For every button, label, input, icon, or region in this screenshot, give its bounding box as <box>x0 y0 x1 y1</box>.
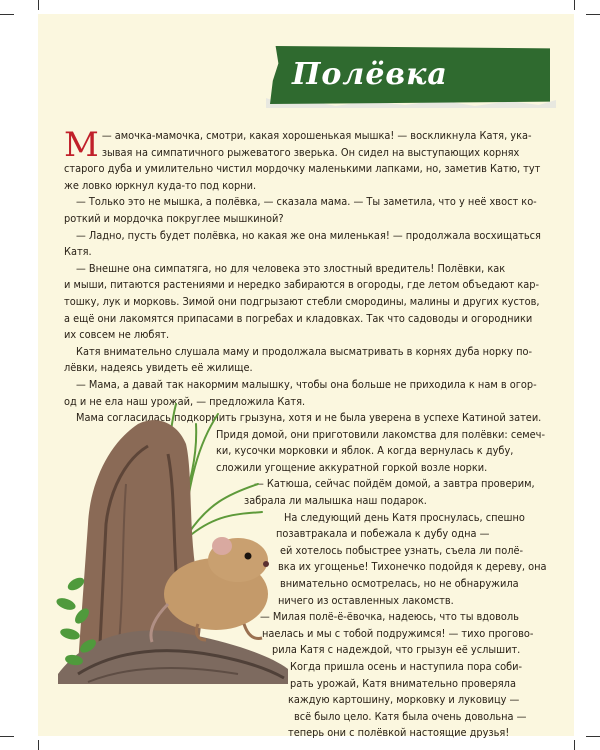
text-line: каждую картошину, морковку и луковицу — <box>288 693 520 707</box>
drop-cap: М <box>64 125 99 165</box>
text-line: наелась и мы с тобой подружимся! — тихо прогово- <box>262 626 534 640</box>
text-line: — Только это не мышка, а полёвка, — сказала мама. — Ты заметила, что у неё хвост ко- <box>76 195 537 209</box>
text-line: лёвки, надеясь увидеть её жилище. <box>64 361 253 375</box>
text-line: Придя домой, они приготовили лакомства для полёвки: семеч- <box>216 427 545 441</box>
text-line: Когда пришла осень и наступила пора соби- <box>290 660 523 673</box>
text-line: од и не ела наш урожай, — предложила Катя. <box>64 394 306 408</box>
crop-mark <box>38 740 39 750</box>
text-line: вка их угощенье! Тихонечко подойдя к дереву, она <box>278 560 547 574</box>
text-line: — Катюша, сейчас пойдём домой, а завтра проверим, <box>254 477 535 491</box>
text-line: ничего из оставленных лакомств. <box>278 593 454 607</box>
text-line: и мыши, питаются растениями и нередко забираются в огороды, где летом объедают кар- <box>64 278 540 292</box>
text-line: позавтракала и побежала к дубу одна — <box>276 527 490 541</box>
vole-illustration <box>48 384 292 684</box>
text-line: — Ладно, пусть будет полёвка, но какая же она миленькая! — продолжала восхищаться <box>76 228 541 242</box>
crop-mark <box>38 0 39 10</box>
text-line: ки, кусочки морковки и яблок. А когда вернулась к дубу, <box>216 444 514 458</box>
crop-mark <box>574 0 575 10</box>
text-line: рила Катя с надеждой, что грызун её услышит. <box>272 643 521 657</box>
text-line: — <box>101 129 115 142</box>
text-line: Мама согласилась подкормить грызуна, хотя и не была уверена в успехе Катиной затеи. <box>76 411 542 425</box>
paragraph <box>64 125 540 165</box>
text-line: забрала ли малышка наш подарок. <box>244 494 427 508</box>
text-line: ей хотелось побыстрее узнать, съела ли полё- <box>280 543 524 557</box>
text-line: всё было цело. Катя была очень довольна — <box>294 709 527 723</box>
crop-mark <box>0 736 14 737</box>
text-line: На следующий день Катя проснулась, спешно <box>284 510 525 524</box>
text-line: — Милая полё-ё-ёвочка, надеюсь, что ты вдоволь <box>260 610 519 624</box>
text-line: их совсем не любят. <box>64 328 170 342</box>
text-line: амочка-мамочка, смотри, какая хорошенькая мышка! — воскликнула Катя, ука- <box>114 129 532 142</box>
page-title: Полёвка <box>292 57 448 92</box>
text-line: — Внешне она симпатяга, но для человека это злостный вредитель! Полёвки, как <box>76 261 506 275</box>
text-line: а ещё они лакомятся припасами в погребах и кладовках. Так что садоводы и огородники <box>64 311 533 325</box>
text-line: рать урожай, Катя внимательно проверяла <box>290 676 516 690</box>
text-line: теперь они с полёвкой настоящие друзья! <box>288 726 510 740</box>
text-line: же ловко юркнул куда-то под корни. <box>64 178 257 192</box>
text-line: тошку, лук и морковь. Зимой они подгрызают стебли смородины, малины и других кустов, <box>64 294 540 308</box>
crop-mark <box>574 740 575 750</box>
crop-mark <box>0 14 14 15</box>
text-line: — Мама, а давай так накормим малышку, чтобы она больше не приходила к нам в огор- <box>76 377 537 391</box>
text-line: внимательно осмотрелась, но не обнаружила <box>280 577 519 591</box>
text-line: сложили угощение аккуратной горкой возле норки. <box>216 460 488 474</box>
text-line: зывая на симпатичного рыжеватого зверька. Он сидел на выступающих корнях <box>101 145 520 159</box>
crop-mark <box>586 736 600 737</box>
text-line: Катя. <box>64 245 92 259</box>
text-line: старого дуба и умилительно чистил мордочку маленькими лапками, но, заметив Катю, тут <box>64 162 541 176</box>
text-line: роткий и мордочка покруглее мышкиной? <box>64 211 284 225</box>
text-line: Катя внимательно слушала маму и продолжала высматривать в корнях дуба норку по- <box>76 344 533 358</box>
crop-mark <box>586 14 600 15</box>
